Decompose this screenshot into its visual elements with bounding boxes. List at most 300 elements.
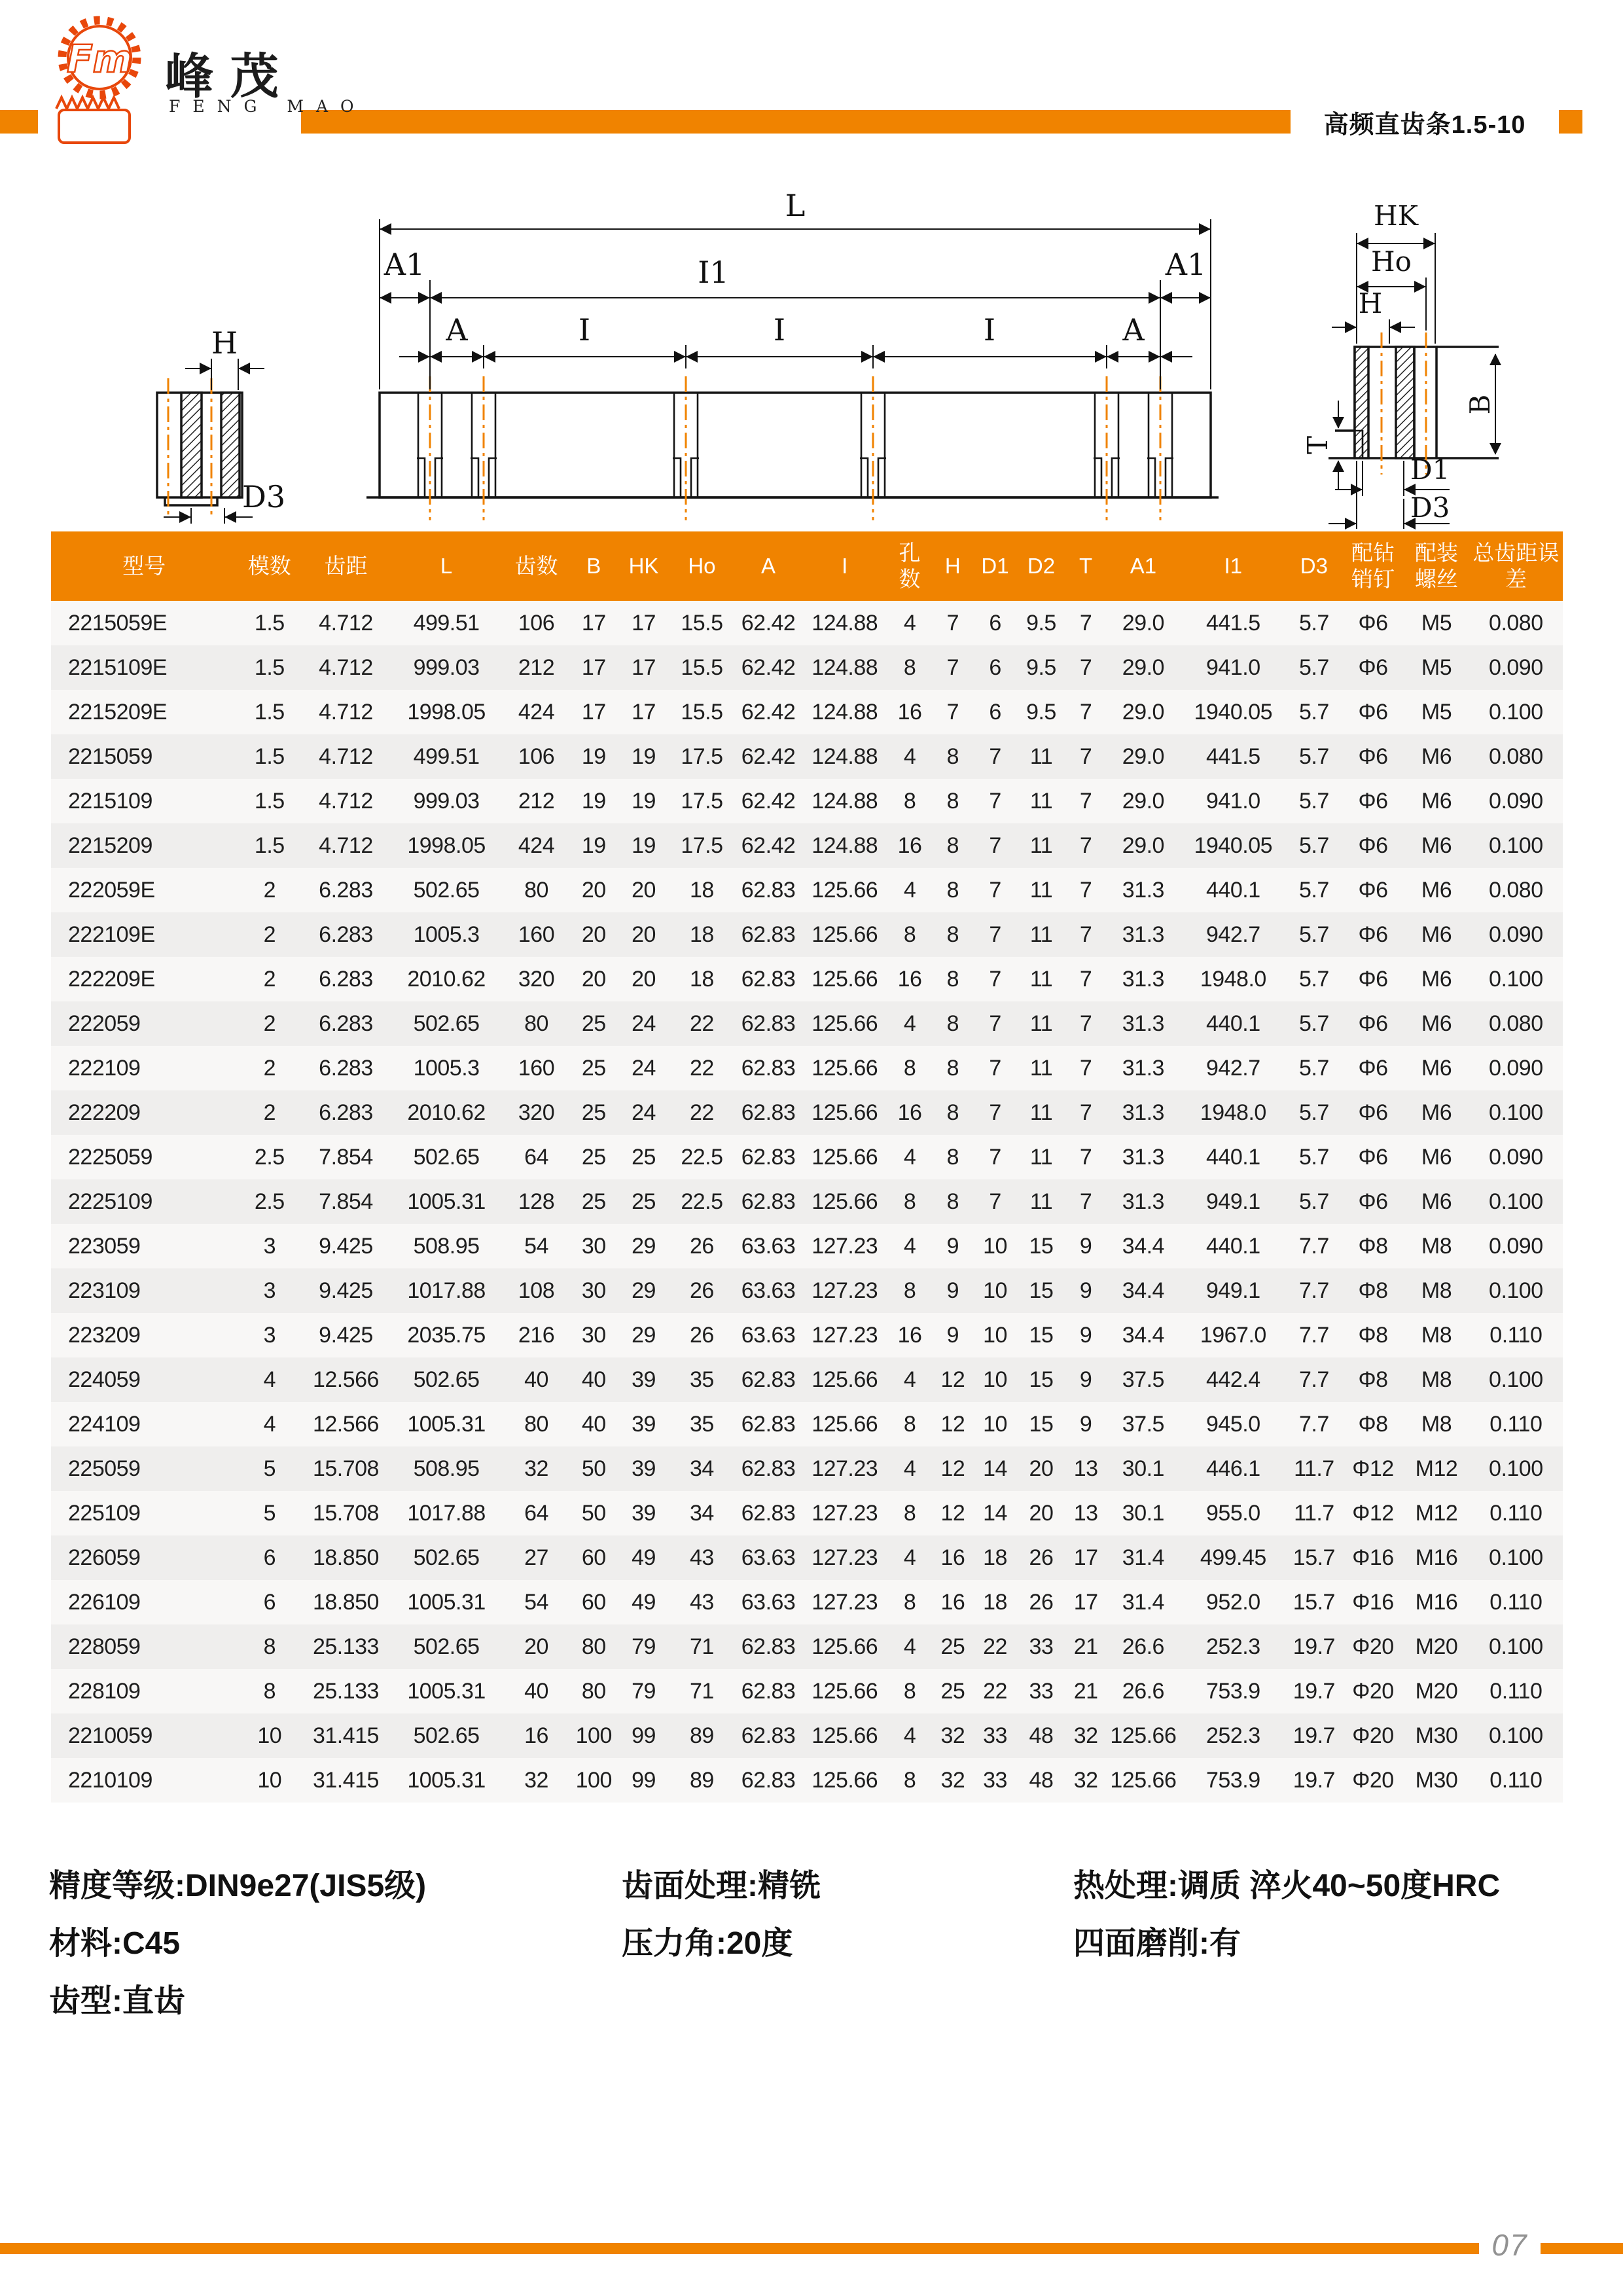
value-cell: 9.5 bbox=[1026, 655, 1056, 680]
value-cell: 7 bbox=[1079, 1100, 1092, 1125]
table-row bbox=[51, 1179, 1563, 1224]
value-cell: 8 bbox=[903, 1412, 916, 1437]
model-cell: 226109 bbox=[68, 1590, 141, 1615]
value-cell: 16 bbox=[940, 1545, 965, 1570]
value-cell: 441.5 bbox=[1206, 744, 1260, 769]
value-cell: 7 bbox=[989, 833, 1001, 858]
table-row bbox=[51, 1669, 1563, 1713]
value-cell: 1998.05 bbox=[407, 833, 486, 858]
value-cell: Φ6 bbox=[1358, 1100, 1388, 1125]
value-cell: 7 bbox=[989, 1056, 1001, 1081]
technical-drawing bbox=[0, 0, 1623, 543]
value-cell: 48 bbox=[1029, 1768, 1054, 1793]
value-cell: 6.283 bbox=[319, 922, 373, 947]
value-cell: 19 bbox=[632, 789, 656, 814]
value-cell: 5.7 bbox=[1299, 1189, 1329, 1214]
value-cell: 9.425 bbox=[319, 1323, 373, 1348]
value-cell: 4 bbox=[903, 1011, 916, 1036]
value-cell: Φ6 bbox=[1358, 1145, 1388, 1170]
value-cell: 19.7 bbox=[1293, 1768, 1335, 1793]
value-cell: 125.66 bbox=[812, 1189, 878, 1214]
value-cell: 20 bbox=[581, 922, 606, 947]
value-cell: Φ20 bbox=[1352, 1723, 1394, 1748]
value-cell: 0.090 bbox=[1489, 922, 1543, 947]
value-cell: M16 bbox=[1415, 1590, 1458, 1615]
table-row bbox=[51, 690, 1563, 734]
value-cell: 4 bbox=[903, 1545, 916, 1570]
value-cell: 0.100 bbox=[1489, 967, 1543, 992]
value-cell: 15 bbox=[1029, 1278, 1054, 1303]
value-cell: 62.83 bbox=[741, 1056, 796, 1081]
value-cell: 7 bbox=[1079, 967, 1092, 992]
value-cell: 26 bbox=[690, 1278, 714, 1303]
value-cell: 62.42 bbox=[741, 789, 796, 814]
value-cell: 29.0 bbox=[1122, 744, 1164, 769]
value-cell: 31.415 bbox=[312, 1768, 379, 1793]
value-cell: 6 bbox=[263, 1590, 276, 1615]
table-row bbox=[51, 601, 1563, 645]
value-cell: 62.83 bbox=[741, 922, 796, 947]
value-cell: 17 bbox=[632, 700, 656, 725]
value-cell: 0.100 bbox=[1489, 1189, 1543, 1214]
value-cell: 63.63 bbox=[741, 1590, 796, 1615]
value-cell: 125.66 bbox=[1110, 1723, 1177, 1748]
value-cell: 37.5 bbox=[1122, 1412, 1164, 1437]
column-header: 总齿距误差 bbox=[1469, 531, 1563, 601]
value-cell: 11 bbox=[1029, 922, 1053, 947]
value-cell: 18 bbox=[983, 1590, 1007, 1615]
value-cell: M6 bbox=[1421, 1189, 1452, 1214]
value-cell: 32 bbox=[524, 1768, 548, 1793]
value-cell: 17 bbox=[1073, 1545, 1098, 1570]
value-cell: 7 bbox=[1079, 611, 1092, 636]
note-precision: 精度等级:DIN9e27(JIS5级) bbox=[49, 1869, 427, 1903]
value-cell: 502.65 bbox=[413, 1367, 480, 1392]
brand-name-chinese: 峰 茂 bbox=[165, 48, 279, 105]
table-row bbox=[51, 1135, 1563, 1179]
value-cell: 0.100 bbox=[1489, 700, 1543, 725]
value-cell: M6 bbox=[1421, 833, 1452, 858]
value-cell: 31.4 bbox=[1122, 1590, 1164, 1615]
value-cell: 8 bbox=[946, 1011, 959, 1036]
value-cell: 216 bbox=[518, 1323, 555, 1348]
value-cell: 5.7 bbox=[1299, 967, 1329, 992]
value-cell: 30.1 bbox=[1122, 1501, 1164, 1526]
value-cell: 0.090 bbox=[1489, 1056, 1543, 1081]
value-cell: 12 bbox=[940, 1367, 965, 1392]
value-cell: 62.83 bbox=[741, 1501, 796, 1526]
value-cell: Φ20 bbox=[1352, 1679, 1394, 1704]
value-cell: 63.63 bbox=[741, 1323, 796, 1348]
value-cell: Φ6 bbox=[1358, 655, 1388, 680]
value-cell: 127.23 bbox=[812, 1278, 878, 1303]
value-cell: 499.45 bbox=[1200, 1545, 1266, 1570]
value-cell: 7 bbox=[989, 789, 1001, 814]
value-cell: 12 bbox=[940, 1456, 965, 1481]
value-cell: 0.090 bbox=[1489, 1234, 1543, 1259]
value-cell: 71 bbox=[690, 1679, 714, 1704]
value-cell: 7.854 bbox=[319, 1189, 373, 1214]
value-cell: M6 bbox=[1421, 1011, 1452, 1036]
value-cell: 502.65 bbox=[413, 1634, 480, 1659]
value-cell: 25 bbox=[632, 1189, 656, 1214]
value-cell: 32 bbox=[1073, 1768, 1098, 1793]
column-header: 模数 bbox=[237, 531, 302, 601]
table-row bbox=[51, 1446, 1563, 1491]
value-cell: 3 bbox=[263, 1323, 276, 1348]
value-cell: 43 bbox=[690, 1545, 714, 1570]
value-cell: 5.7 bbox=[1299, 655, 1329, 680]
column-header: D3 bbox=[1286, 531, 1342, 601]
value-cell: 20 bbox=[581, 878, 606, 903]
value-cell: 8 bbox=[946, 1189, 959, 1214]
value-cell: 7 bbox=[989, 1011, 1001, 1036]
column-header: H bbox=[933, 531, 973, 601]
value-cell: 18.850 bbox=[312, 1545, 379, 1570]
value-cell: 8 bbox=[946, 878, 959, 903]
value-cell: 9.5 bbox=[1026, 611, 1056, 636]
model-cell: 223059 bbox=[68, 1234, 141, 1259]
value-cell: 8 bbox=[903, 1278, 916, 1303]
value-cell: 6.283 bbox=[319, 1056, 373, 1081]
value-cell: 499.51 bbox=[413, 611, 480, 636]
value-cell: 212 bbox=[518, 789, 555, 814]
value-cell: Φ16 bbox=[1352, 1545, 1394, 1570]
value-cell: 7 bbox=[1079, 1056, 1092, 1081]
value-cell: 11 bbox=[1029, 878, 1053, 903]
value-cell: 9.425 bbox=[319, 1278, 373, 1303]
value-cell: 424 bbox=[518, 833, 555, 858]
value-cell: 8 bbox=[946, 1145, 959, 1170]
value-cell: 31.3 bbox=[1122, 1189, 1164, 1214]
left-section-view bbox=[157, 393, 242, 505]
value-cell: 29 bbox=[632, 1323, 656, 1348]
dim-label-i1: I1 bbox=[698, 255, 729, 290]
value-cell: 15.5 bbox=[681, 611, 723, 636]
value-cell: 2010.62 bbox=[407, 1100, 486, 1125]
value-cell: 34.4 bbox=[1122, 1278, 1164, 1303]
value-cell: 33 bbox=[1029, 1634, 1054, 1659]
value-cell: 8 bbox=[946, 922, 959, 947]
value-cell: 29.0 bbox=[1122, 655, 1164, 680]
value-cell: 1.5 bbox=[254, 789, 285, 814]
value-cell: Φ6 bbox=[1358, 967, 1388, 992]
value-cell: 5.7 bbox=[1299, 1056, 1329, 1081]
value-cell: 440.1 bbox=[1206, 878, 1260, 903]
model-cell: 2215059 bbox=[68, 744, 152, 769]
value-cell: 25.133 bbox=[312, 1679, 379, 1704]
column-header: B bbox=[569, 531, 618, 601]
value-cell: 5.7 bbox=[1299, 1011, 1329, 1036]
value-cell: 128 bbox=[518, 1189, 555, 1214]
value-cell: Φ16 bbox=[1352, 1590, 1394, 1615]
value-cell: 7 bbox=[1079, 922, 1092, 947]
value-cell: 7 bbox=[1079, 700, 1092, 725]
column-header: 型号 bbox=[51, 531, 237, 601]
value-cell: 7 bbox=[1079, 1189, 1092, 1214]
value-cell: 26.6 bbox=[1122, 1634, 1164, 1659]
value-cell: 39 bbox=[632, 1412, 656, 1437]
value-cell: 71 bbox=[690, 1634, 714, 1659]
value-cell: 25 bbox=[581, 1011, 606, 1036]
value-cell: 11 bbox=[1029, 1145, 1053, 1170]
value-cell: 11 bbox=[1029, 1189, 1053, 1214]
value-cell: 0.110 bbox=[1489, 1590, 1543, 1615]
value-cell: 0.100 bbox=[1489, 1723, 1543, 1748]
value-cell: M6 bbox=[1421, 967, 1452, 992]
value-cell: 4 bbox=[903, 744, 916, 769]
table-row bbox=[51, 1046, 1563, 1090]
value-cell: 6.283 bbox=[319, 967, 373, 992]
value-cell: 31.3 bbox=[1122, 1056, 1164, 1081]
value-cell: 11 bbox=[1029, 789, 1053, 814]
value-cell: 5.7 bbox=[1299, 700, 1329, 725]
value-cell: 0.110 bbox=[1489, 1679, 1543, 1704]
value-cell: M12 bbox=[1415, 1456, 1458, 1481]
dim-label-d3-right: D3 bbox=[1410, 492, 1450, 524]
column-header: I1 bbox=[1180, 531, 1286, 601]
column-header: T bbox=[1065, 531, 1106, 601]
value-cell: 127.23 bbox=[812, 1234, 878, 1259]
dim-label-a-left: A bbox=[446, 312, 468, 348]
value-cell: 1.5 bbox=[254, 833, 285, 858]
value-cell: 7.7 bbox=[1299, 1367, 1329, 1392]
model-cell: 222209 bbox=[68, 1100, 141, 1125]
value-cell: 49 bbox=[632, 1545, 656, 1570]
value-cell: 0.080 bbox=[1489, 611, 1543, 636]
value-cell: 106 bbox=[518, 611, 555, 636]
dim-label-a1-left: A1 bbox=[383, 247, 425, 282]
value-cell: 1005.31 bbox=[407, 1590, 486, 1615]
value-cell: M20 bbox=[1415, 1634, 1458, 1659]
value-cell: 8 bbox=[903, 1501, 916, 1526]
dim-label-ho: Ho bbox=[1371, 245, 1412, 278]
value-cell: 0.100 bbox=[1489, 1456, 1543, 1481]
value-cell: 15.708 bbox=[312, 1456, 379, 1481]
value-cell: 7 bbox=[1079, 1011, 1092, 1036]
value-cell: 440.1 bbox=[1206, 1011, 1260, 1036]
value-cell: 6.283 bbox=[319, 1100, 373, 1125]
value-cell: 6 bbox=[989, 611, 1001, 636]
value-cell: 26.6 bbox=[1122, 1679, 1164, 1704]
value-cell: Φ6 bbox=[1358, 878, 1388, 903]
value-cell: 0.100 bbox=[1489, 1367, 1543, 1392]
value-cell: 8 bbox=[263, 1679, 276, 1704]
value-cell: 17.5 bbox=[681, 744, 723, 769]
value-cell: 2 bbox=[263, 922, 276, 947]
value-cell: M8 bbox=[1421, 1412, 1452, 1437]
model-cell: 2210059 bbox=[68, 1723, 152, 1748]
table-row bbox=[51, 1402, 1563, 1446]
column-header: D2 bbox=[1017, 531, 1065, 601]
value-cell: 19.7 bbox=[1293, 1723, 1335, 1748]
note-material: 材料:C45 bbox=[49, 1926, 181, 1961]
model-cell: 225059 bbox=[68, 1456, 141, 1481]
value-cell: 0.110 bbox=[1489, 1412, 1543, 1437]
value-cell: 4.712 bbox=[319, 611, 373, 636]
value-cell: 0.080 bbox=[1489, 744, 1543, 769]
table-row bbox=[51, 1001, 1563, 1046]
value-cell: 4 bbox=[903, 1456, 916, 1481]
value-cell: 13 bbox=[1073, 1456, 1098, 1481]
value-cell: 40 bbox=[581, 1412, 606, 1437]
value-cell: 127.23 bbox=[812, 1323, 878, 1348]
value-cell: 17 bbox=[581, 611, 606, 636]
value-cell: 16 bbox=[940, 1590, 965, 1615]
rack-holes bbox=[417, 393, 1173, 497]
value-cell: 124.88 bbox=[812, 611, 878, 636]
value-cell: 40 bbox=[524, 1679, 548, 1704]
value-cell: 31.3 bbox=[1122, 1100, 1164, 1125]
value-cell: 39 bbox=[632, 1501, 656, 1526]
value-cell: 80 bbox=[524, 1011, 548, 1036]
table-row bbox=[51, 1713, 1563, 1758]
value-cell: 7 bbox=[1079, 744, 1092, 769]
value-cell: 124.88 bbox=[812, 700, 878, 725]
value-cell: 48 bbox=[1029, 1723, 1054, 1748]
value-cell: 40 bbox=[524, 1367, 548, 1392]
model-cell: 222059 bbox=[68, 1011, 141, 1036]
value-cell: 15.5 bbox=[681, 700, 723, 725]
dim-label-i-1: I bbox=[578, 312, 591, 348]
value-cell: 60 bbox=[581, 1590, 606, 1615]
value-cell: Φ6 bbox=[1358, 700, 1388, 725]
value-cell: 19 bbox=[581, 744, 606, 769]
value-cell: 26 bbox=[1029, 1545, 1054, 1570]
value-cell: 18 bbox=[690, 922, 714, 947]
value-cell: 4.712 bbox=[319, 744, 373, 769]
value-cell: 1.5 bbox=[254, 700, 285, 725]
value-cell: 160 bbox=[518, 922, 555, 947]
value-cell: 502.65 bbox=[413, 1723, 480, 1748]
model-cell: 2225109 bbox=[68, 1189, 152, 1214]
value-cell: 999.03 bbox=[413, 789, 480, 814]
value-cell: 25 bbox=[581, 1145, 606, 1170]
value-cell: 54 bbox=[524, 1234, 548, 1259]
dim-label-h-right: H bbox=[1358, 287, 1383, 319]
value-cell: Φ8 bbox=[1358, 1367, 1388, 1392]
value-cell: Φ6 bbox=[1358, 789, 1388, 814]
value-cell: 64 bbox=[524, 1501, 548, 1526]
table-row bbox=[51, 1758, 1563, 1803]
value-cell: 4 bbox=[263, 1367, 276, 1392]
value-cell: 39 bbox=[632, 1367, 656, 1392]
value-cell: 11 bbox=[1029, 1056, 1053, 1081]
value-cell: 13 bbox=[1073, 1501, 1098, 1526]
value-cell: 508.95 bbox=[413, 1456, 480, 1481]
value-cell: 0.100 bbox=[1489, 1634, 1543, 1659]
value-cell: 1.5 bbox=[254, 655, 285, 680]
table-row bbox=[51, 734, 1563, 779]
value-cell: 62.83 bbox=[741, 967, 796, 992]
value-cell: 942.7 bbox=[1206, 922, 1260, 947]
value-cell: 941.0 bbox=[1206, 789, 1260, 814]
value-cell: M5 bbox=[1421, 655, 1452, 680]
value-cell: 2010.62 bbox=[407, 967, 486, 992]
value-cell: 7.854 bbox=[319, 1145, 373, 1170]
value-cell: 949.1 bbox=[1206, 1189, 1260, 1214]
value-cell: 125.66 bbox=[1110, 1768, 1177, 1793]
value-cell: 27 bbox=[524, 1545, 548, 1570]
value-cell: 26 bbox=[1029, 1590, 1054, 1615]
value-cell: 32 bbox=[1073, 1723, 1098, 1748]
value-cell: 24 bbox=[632, 1011, 656, 1036]
value-cell: 7.7 bbox=[1299, 1278, 1329, 1303]
value-cell: 89 bbox=[690, 1768, 714, 1793]
rack-centerlines bbox=[430, 376, 1160, 520]
value-cell: 62.83 bbox=[741, 1189, 796, 1214]
value-cell: 11 bbox=[1029, 967, 1053, 992]
value-cell: 5 bbox=[263, 1501, 276, 1526]
value-cell: 11.7 bbox=[1294, 1501, 1334, 1526]
value-cell: 125.66 bbox=[812, 967, 878, 992]
value-cell: 15.708 bbox=[312, 1501, 379, 1526]
value-cell: 99 bbox=[632, 1768, 656, 1793]
model-cell: 2210109 bbox=[68, 1768, 152, 1793]
value-cell: 17 bbox=[581, 700, 606, 725]
value-cell: 17.5 bbox=[681, 833, 723, 858]
value-cell: 1017.88 bbox=[407, 1278, 486, 1303]
value-cell: 62.83 bbox=[741, 1634, 796, 1659]
value-cell: 63.63 bbox=[741, 1278, 796, 1303]
value-cell: 80 bbox=[581, 1634, 606, 1659]
spec-table-body bbox=[51, 601, 1563, 1803]
value-cell: 34.4 bbox=[1122, 1323, 1164, 1348]
value-cell: 502.65 bbox=[413, 878, 480, 903]
value-cell: 7 bbox=[946, 611, 959, 636]
value-cell: 8 bbox=[946, 789, 959, 814]
model-cell: 222109E bbox=[68, 922, 155, 947]
value-cell: 125.66 bbox=[812, 922, 878, 947]
value-cell: 4 bbox=[903, 1723, 916, 1748]
value-cell: 999.03 bbox=[413, 655, 480, 680]
value-cell: 10 bbox=[983, 1323, 1007, 1348]
value-cell: 12 bbox=[940, 1501, 965, 1526]
value-cell: 9 bbox=[946, 1234, 959, 1259]
dim-label-d3-left: D3 bbox=[242, 479, 286, 514]
value-cell: Φ6 bbox=[1358, 1056, 1388, 1081]
value-cell: 31.4 bbox=[1122, 1545, 1164, 1570]
model-cell: 224059 bbox=[68, 1367, 141, 1392]
value-cell: 124.88 bbox=[812, 744, 878, 769]
value-cell: 753.9 bbox=[1206, 1679, 1260, 1704]
value-cell: 10 bbox=[257, 1723, 282, 1748]
dim-label-h-left: H bbox=[211, 325, 238, 361]
value-cell: 127.23 bbox=[812, 1456, 878, 1481]
value-cell: 4 bbox=[903, 1367, 916, 1392]
value-cell: 9 bbox=[1079, 1412, 1092, 1437]
value-cell: 6 bbox=[989, 700, 1001, 725]
value-cell: 4 bbox=[263, 1412, 276, 1437]
table-row bbox=[51, 645, 1563, 690]
value-cell: 3 bbox=[263, 1278, 276, 1303]
table-row bbox=[51, 957, 1563, 1001]
value-cell: 955.0 bbox=[1206, 1501, 1260, 1526]
value-cell: 14 bbox=[983, 1456, 1007, 1481]
value-cell: 19 bbox=[581, 789, 606, 814]
value-cell: 20 bbox=[581, 967, 606, 992]
value-cell: 0.090 bbox=[1489, 789, 1543, 814]
value-cell: 2 bbox=[263, 1100, 276, 1125]
value-cell: 1948.0 bbox=[1200, 967, 1266, 992]
value-cell: 753.9 bbox=[1206, 1768, 1260, 1793]
value-cell: 63.63 bbox=[741, 1234, 796, 1259]
value-cell: 32 bbox=[940, 1723, 965, 1748]
value-cell: 5 bbox=[263, 1456, 276, 1481]
value-cell: 29.0 bbox=[1122, 700, 1164, 725]
value-cell: 2 bbox=[263, 1056, 276, 1081]
value-cell: 442.4 bbox=[1206, 1367, 1260, 1392]
